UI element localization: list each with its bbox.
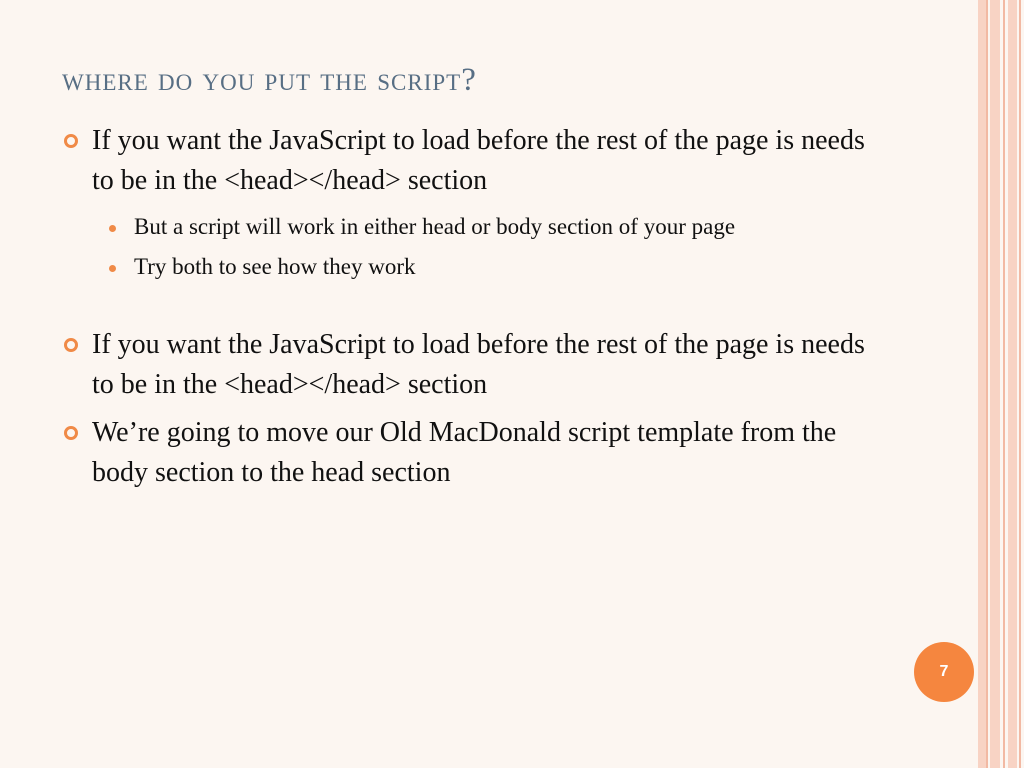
sub-bullet-text: But a script will work in either head or body section of your page: [134, 214, 736, 239]
dot-bullet-icon: [109, 265, 116, 272]
bullet-text: If you want the JavaScript to load before the rest of the page is needs to be in the <head></head> section: [92, 329, 865, 400]
decorative-stripe: [978, 0, 986, 768]
dot-bullet-icon: [109, 225, 116, 232]
slide-body: [62, 121, 882, 493]
bullet-text: If you want the JavaScript to load before the rest of the page is needs to be in the <head></head> section: [92, 125, 865, 196]
page-number-badge: 7: [914, 642, 974, 702]
ring-bullet-icon: [64, 426, 78, 440]
sub-bullet-text: Try both to see how they work: [134, 254, 416, 279]
decorative-stripe: [986, 0, 988, 768]
bullet-item: [62, 121, 882, 201]
decorative-stripe: [1008, 0, 1017, 768]
ring-bullet-icon: [64, 338, 78, 352]
ring-bullet-icon: [64, 134, 78, 148]
decorative-stripe: [990, 0, 1000, 768]
sub-bullet-item: [62, 211, 882, 243]
decorative-stripe: [1003, 0, 1005, 768]
bullet-item: [62, 325, 882, 405]
sub-bullet-item: [62, 251, 882, 283]
slide-title: where do you put the script?: [62, 62, 477, 98]
bullet-item: [62, 413, 882, 493]
decorative-stripe: [1019, 0, 1021, 768]
bullet-text: We’re going to move our Old MacDonald script template from the body section to the head section: [92, 417, 837, 488]
